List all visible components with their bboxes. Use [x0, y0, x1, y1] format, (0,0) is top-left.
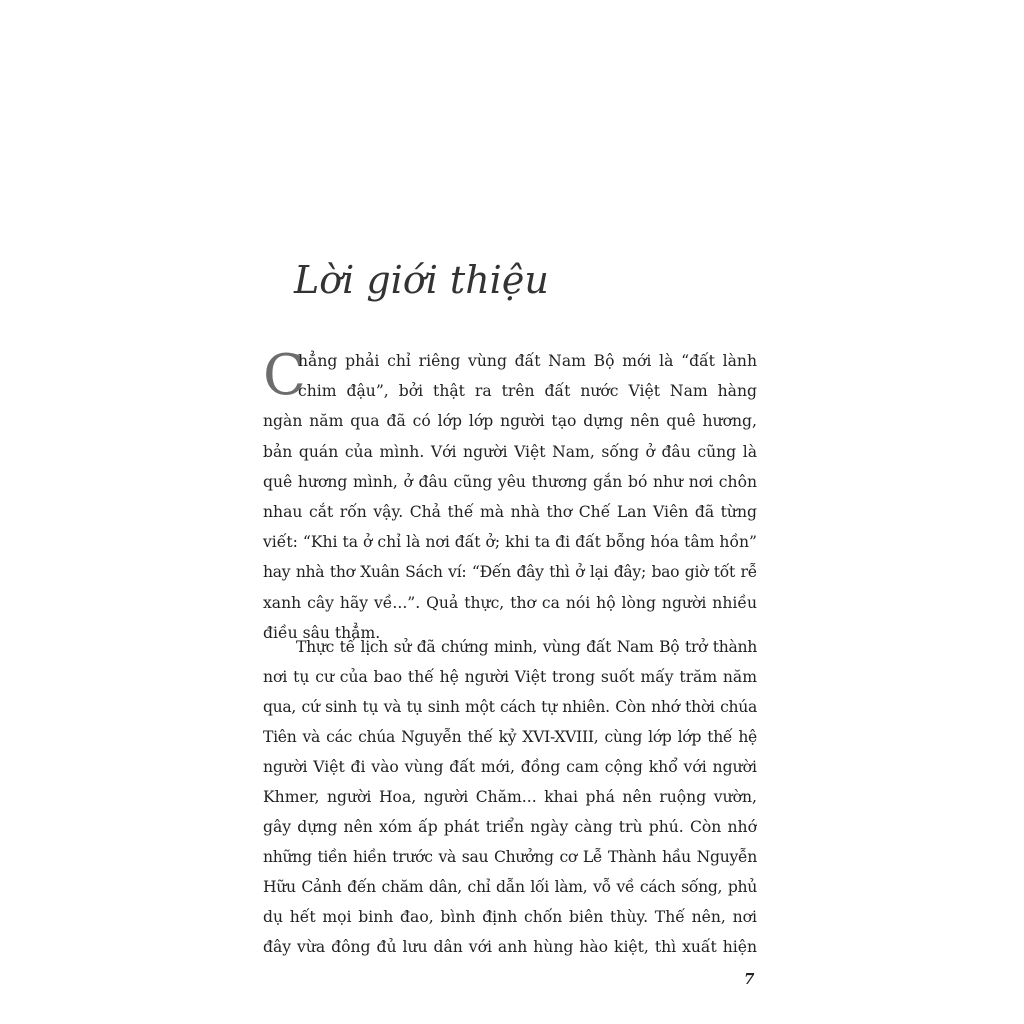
paragraph-2-line: nơi tụ cư của bao thế hệ người Việt trong suốt mấy trăm năm	[263, 668, 757, 686]
paragraph-2-line: dụ hết mọi binh đao, bình định chốn biên thùy. Thế nên, nơi	[263, 908, 757, 926]
paragraph-2-line: Khmer, người Hoa, người Chăm... khai phá nên ruộng vườn,	[263, 788, 757, 806]
paragraph-1-line: điều sâu thẳm.	[263, 623, 381, 642]
page-number: 7	[744, 970, 755, 988]
paragraph-1-line: chim đậu”, bởi thật ra trên đất nước Việt Nam hàng	[298, 382, 757, 401]
paragraph-1-line: ngàn năm qua đã có lớp lớp người tạo dựng nên quê hương,	[263, 412, 757, 431]
paragraph-1-line: hay nhà thơ Xuân Sách ví: “Đến đây thì ở lại đây; bao giờ tốt rễ	[263, 563, 757, 582]
paragraph-2-line: Thực tế lịch sử đã chứng minh, vùng đất Nam Bộ trở thành	[296, 638, 757, 656]
paragraph-2-line: gây dựng nên xóm ấp phát triển ngày càng trù phú. Còn nhớ	[263, 818, 757, 836]
paragraph-2-line: qua, cứ sinh tụ và tụ sinh một cách tự nhiên. Còn nhớ thời chúa	[263, 698, 757, 716]
paragraph-2-line: Hữu Cảnh đến chăm dân, chỉ dẫn lối làm, vỗ về cách sống, phủ	[263, 878, 757, 896]
paragraph-1-line: hẳng phải chỉ riêng vùng đất Nam Bộ mới là “đất lành	[298, 352, 757, 370]
paragraph-1-line: quê hương mình, ở đâu cũng yêu thương gắn bó như nơi chôn	[263, 472, 757, 491]
chapter-heading: Lời giới thiệu	[294, 258, 549, 302]
paragraph-1-line: xanh cây hãy về...”. Quả thực, thơ ca nói hộ lòng người nhiều	[263, 593, 757, 612]
paragraph-2-line: đây vừa đông đủ lưu dân với anh hùng hào kiệt, thì xuất hiện	[263, 938, 757, 956]
paragraph-1-line: nhau cắt rốn vậy. Chả thế mà nhà thơ Chế Lan Viên đã từng	[263, 503, 757, 521]
drop-cap: C	[263, 343, 306, 408]
paragraph-2-line: những tiền hiền trước và sau Chưởng cơ Lễ Thành hầu Nguyễn	[263, 848, 757, 866]
paragraph-1-line: viết: “Khi ta ở chỉ là nơi đất ở; khi ta đi đất bỗng hóa tâm hồn”	[263, 533, 757, 552]
paragraph-2-line: Tiên và các chúa Nguyễn thế kỷ XVI-XVIII, cùng lớp lớp thế hệ	[263, 728, 757, 746]
paragraph-1-line: bản quán của mình. Với người Việt Nam, sống ở đâu cũng là	[263, 442, 757, 461]
paragraph-2-line: người Việt đi vào vùng đất mới, đồng cam cộng khổ với người	[263, 758, 757, 776]
